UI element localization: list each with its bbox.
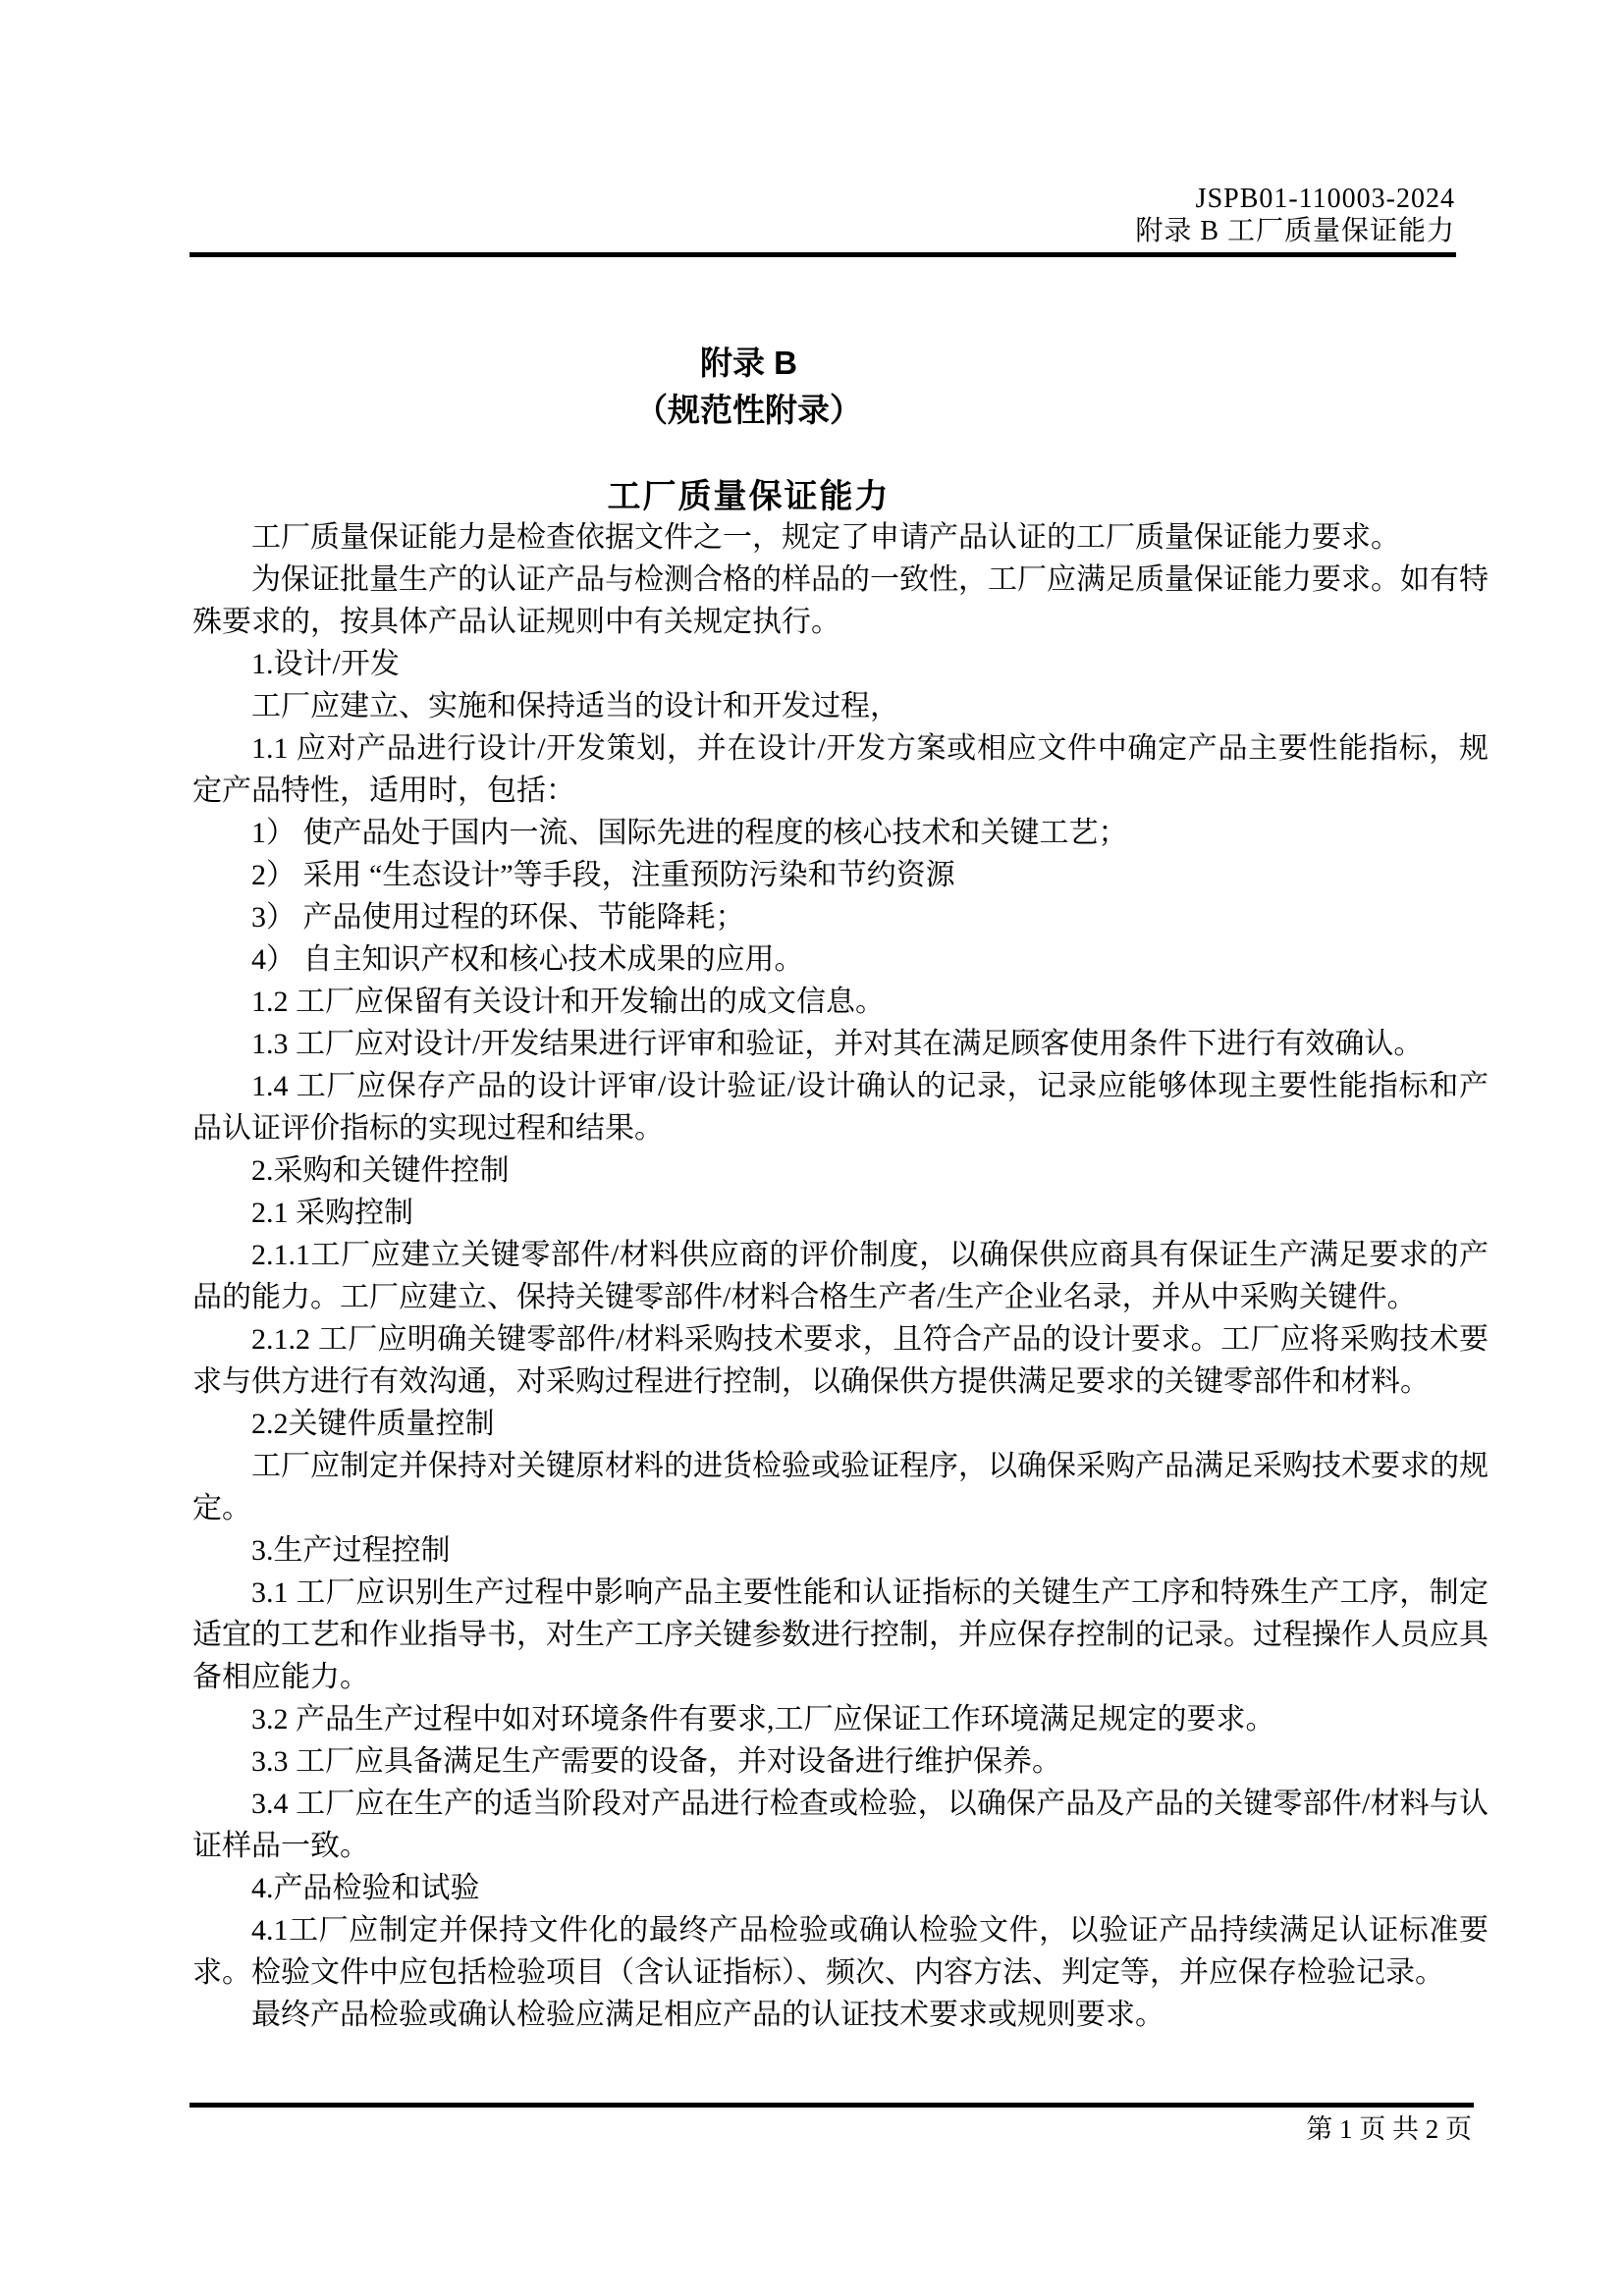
paragraph: 4.1工厂应制定并保持文件化的最终产品检验或确认检验文件，以验证产品持续满足认证标准要求。检验文件中应包括检验项目（含认证指标）、频次、内容方法、判定等，并应保存检验记录。 (192, 1914, 1489, 1989)
paragraph: 3.生产过程控制 (251, 1534, 451, 1567)
paragraph: 3.3 工厂应具备满足生产需要的设备，并对设备进行维护保养。 (251, 1745, 1061, 1778)
paragraph: 1.3 工厂应对设计/开发结果进行评审和验证，并对其在满足顾客使用条件下进行有效确认。 (251, 1028, 1424, 1060)
paragraph: 1） 使产品处于国内一流、国际先进的程度的核心技术和关键工艺； (251, 817, 1128, 849)
header-rule (189, 252, 1456, 257)
paragraph: 3.1 工厂应识别生产过程中影响产品主要性能和认证指标的关键生产工序和特殊生产工序，制定适宜的工艺和作业指导书，对生产工序关键参数进行控制，并应保存控制的记录。过程操作人员应具备相应能力。 (192, 1576, 1489, 1693)
page-number: 第 1 页 共 2 页 (1306, 2114, 1472, 2144)
header-doc-number: JSPB01-110003-2024 (1195, 184, 1455, 214)
document-title: 工厂质量保证能力 (607, 478, 891, 515)
paragraph: 4） 自主知识产权和核心技术成果的应用。 (251, 943, 804, 976)
paragraph: 3.4 工厂应在生产的适当阶段对产品进行检查或检验，以确保产品及产品的关键零部件/材料与认证样品一致。 (192, 1788, 1489, 1862)
paragraph: 1.1 应对产品进行设计/开发策划，并在设计/开发方案或相应文件中确定产品主要性能指标，规定产品特性，适用时，包括： (192, 732, 1489, 807)
paragraph: 2） 采用 “生态设计”等手段，注重预防污染和节约资源 (251, 859, 955, 891)
title-block (191, 344, 1306, 516)
paragraph: 2.采购和关键件控制 (251, 1154, 510, 1187)
paragraph: 最终产品检验或确认检验应满足相应产品的认证技术要求或规则要求。 (251, 1999, 1164, 2031)
paragraph: 1.2 工厂应保留有关设计和开发输出的成文信息。 (251, 986, 885, 1018)
paragraph: 2.1.2 工厂应明确关键零部件/材料采购技术要求，且符合产品的设计要求。工厂应将采购技术要求与供方进行有效沟通，对采购过程进行控制，以确保供方提供满足要求的关键零部件和材料。 (192, 1323, 1489, 1398)
footer-rule (189, 2103, 1474, 2108)
normative-appendix-label: （规范性附录） (635, 392, 862, 428)
document-body (192, 516, 1489, 2036)
paragraph: 2.2关键件质量控制 (251, 1408, 495, 1440)
paragraph: 工厂质量保证能力是检查依据文件之一，规定了申请产品认证的工厂质量保证能力要求。 (251, 521, 1400, 554)
page-header (1135, 183, 1455, 247)
header-appendix-title: 附录 B 工厂质量保证能力 (1135, 216, 1455, 246)
appendix-heading: 附录 B (700, 345, 797, 381)
paragraph: 2.1 采购控制 (251, 1197, 413, 1229)
paragraph: 为保证批量生产的认证产品与检测合格的样品的一致性，工厂应满足质量保证能力要求。如有特殊要求的，按具体产品认证规则中有关规定执行。 (192, 563, 1489, 638)
paragraph: 3） 产品使用过程的环保、节能降耗； (251, 901, 745, 934)
paragraph: 4.产品检验和试验 (251, 1872, 480, 1904)
paragraph: 工厂应建立、实施和保持适当的设计和开发过程， (251, 690, 899, 722)
paragraph: 工厂应制定并保持对关键原材料的进货检验或验证程序，以确保采购产品满足采购技术要求的规定。 (192, 1450, 1489, 1524)
paragraph: 3.2 产品生产过程中如对环境条件有要求,工厂应保证工作环境满足规定的要求。 (251, 1703, 1275, 1735)
paragraph: 1.4 工厂应保存产品的设计评审/设计验证/设计确认的记录，记录应能够体现主要性能指标和产品认证评价指标的实现过程和结果。 (192, 1070, 1489, 1145)
paragraph: 2.1.1工厂应建立关键零部件/材料供应商的评价制度，以确保供应商具有保证生产满足要求的产品的能力。工厂应建立、保持关键零部件/材料合格生产者/生产企业名录，并从中采购关键件。 (192, 1239, 1489, 1313)
page-footer (1306, 2112, 1472, 2146)
paragraph: 1.设计/开发 (251, 648, 400, 680)
